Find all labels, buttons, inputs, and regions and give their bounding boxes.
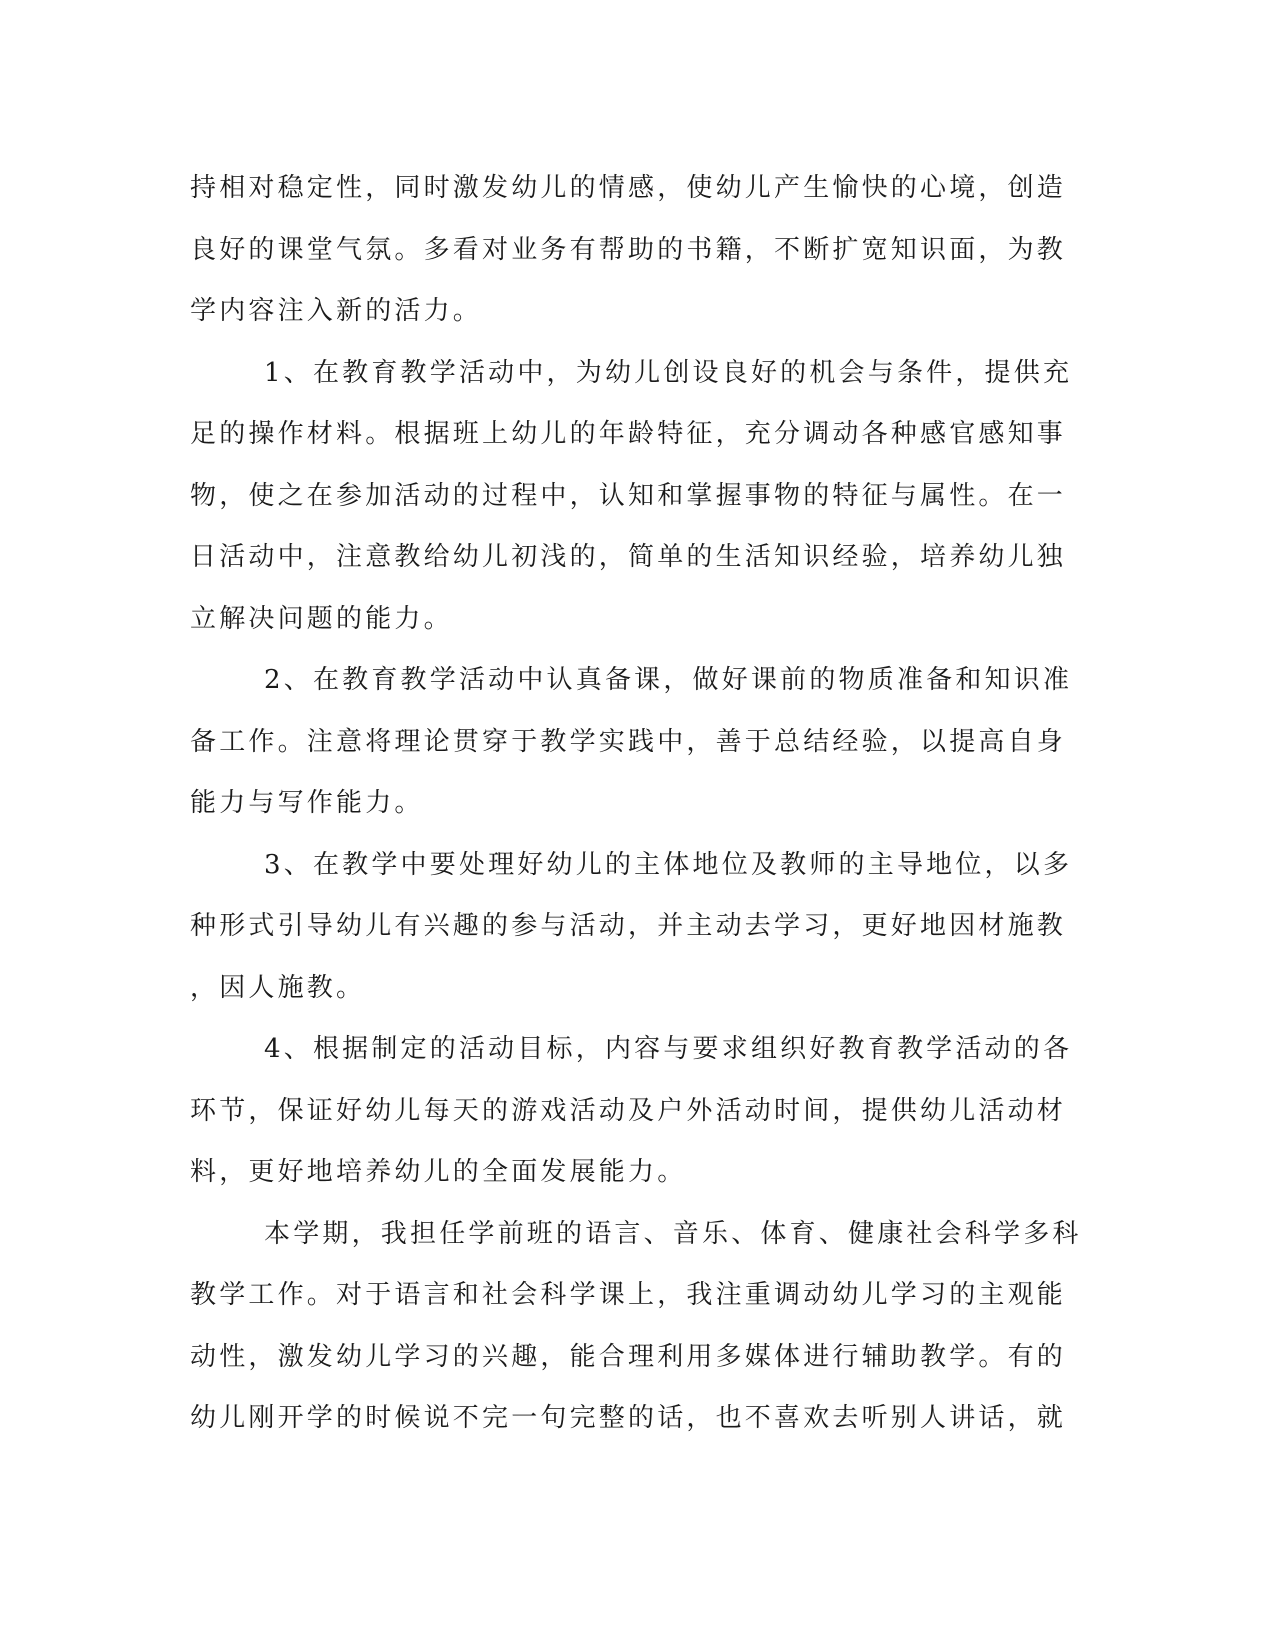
text-line: 1、在教育教学活动中，为幼儿创设良好的机会与条件，提供充 bbox=[264, 357, 1073, 388]
text-line: 日活动中，注意教给幼儿初浅的，简单的生活知识经验，培养幼儿独 bbox=[190, 542, 1067, 572]
text-line: 足的操作材料。根据班上幼儿的年龄特征，充分调动各种感官感知事 bbox=[190, 419, 1067, 449]
text-line: 能力与写作能力。 bbox=[190, 788, 424, 818]
text-line: 种形式引导幼儿有兴趣的参与活动，并主动去学习，更好地因材施教 bbox=[190, 911, 1067, 941]
text-line: 立解决问题的能力。 bbox=[190, 603, 453, 634]
text-line: 料，更好地培养幼儿的全面发展能力。 bbox=[190, 1157, 687, 1187]
text-line: 良好的课堂气氛。多看对业务有帮助的书籍，不断扩宽知识面，为教 bbox=[190, 234, 1067, 265]
document-body bbox=[190, 158, 1082, 1450]
text-line: 3、在教学中要处理好幼儿的主体地位及教师的主导地位，以多 bbox=[264, 849, 1073, 880]
text-line: 本学期，我担任学前班的语言、音乐、体育、健康社会科学多科 bbox=[264, 1218, 1082, 1249]
text-line: 学内容注入新的活力。 bbox=[190, 296, 483, 326]
text-line: 持相对稳定性，同时激发幼儿的情感，使幼儿产生愉快的心境，创造 bbox=[190, 173, 1067, 203]
text-line: 教学工作。对于语言和社会科学课上，我注重调动幼儿学习的主观能 bbox=[190, 1280, 1067, 1310]
text-line: 备工作。注意将理论贯穿于教学实践中，善于总结经验，以提高自身 bbox=[190, 726, 1067, 757]
text-line: ，因人施教。 bbox=[190, 972, 366, 1003]
text-line: 物，使之在参加活动的过程中，认知和掌握事物的特征与属性。在一 bbox=[190, 480, 1067, 511]
text-line: 环节，保证好幼儿每天的游戏活动及户外活动时间，提供幼儿活动材 bbox=[190, 1095, 1067, 1126]
text-line: 幼儿刚开学的时候说不完一句完整的话，也不喜欢去听别人讲话，就 bbox=[190, 1403, 1067, 1433]
text-line: 2、在教育教学活动中认真备课，做好课前的物质准备和知识准 bbox=[264, 665, 1073, 695]
text-line: 4、根据制定的活动目标，内容与要求组织好教育教学活动的各 bbox=[264, 1034, 1073, 1064]
text-line: 动性，激发幼儿学习的兴趣，能合理利用多媒体进行辅助教学。有的 bbox=[190, 1341, 1067, 1372]
